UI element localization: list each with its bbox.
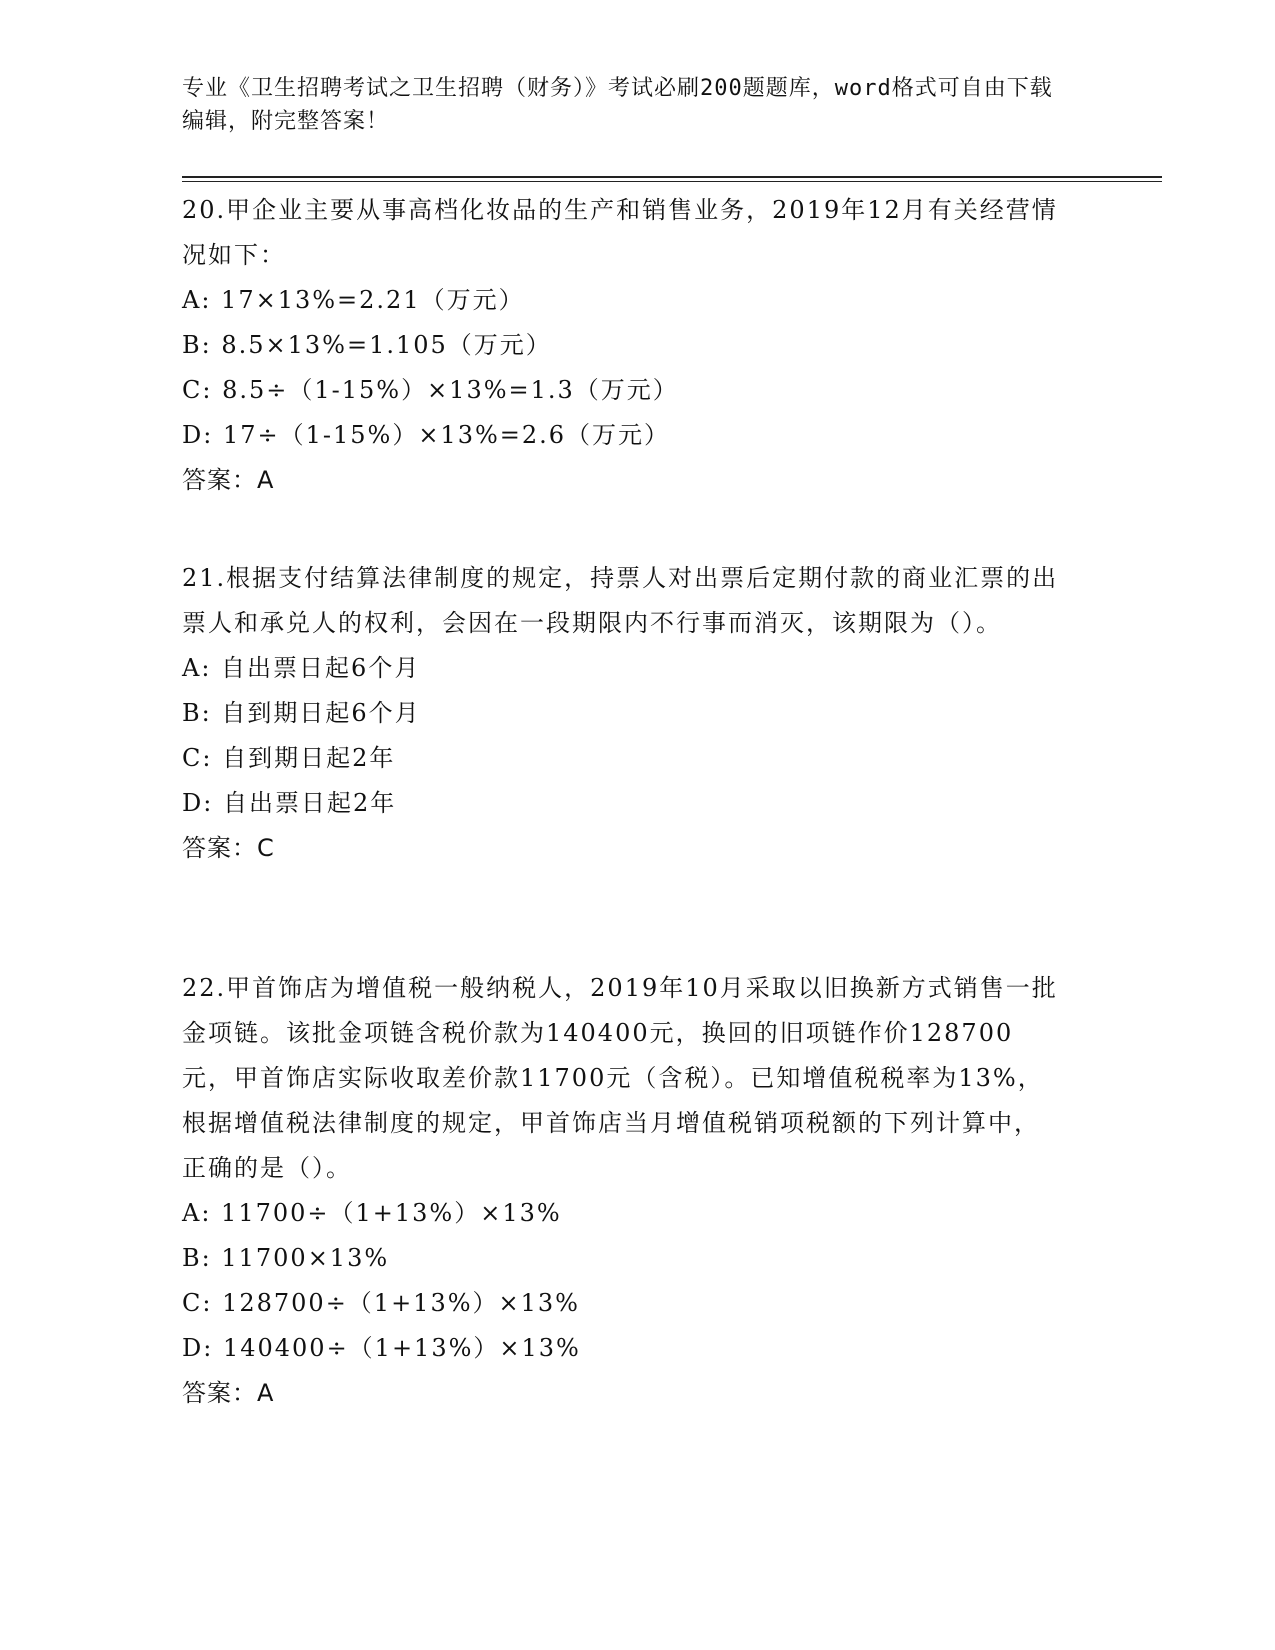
option-d: D: 140400÷（1+13%）×13% bbox=[182, 1334, 581, 1362]
option-a: A: 17×13%=2.21（万元） bbox=[182, 286, 525, 314]
option-c: C: 8.5÷（1-15%）×13%=1.3（万元） bbox=[182, 376, 679, 404]
option-c: C: 128700÷（1+13%）×13% bbox=[182, 1289, 580, 1317]
answer: 答案：A bbox=[182, 1379, 275, 1407]
option-a: A: 11700÷（1+13%）×13% bbox=[182, 1199, 562, 1227]
option-b: B: 8.5×13%=1.105（万元） bbox=[182, 331, 552, 359]
question-stem: 20.甲企业主要从事高档化妆品的生产和销售业务，2019年12月有关经营情况如下： bbox=[182, 196, 1058, 269]
question-20 bbox=[182, 188, 1062, 503]
option-d: D: 17÷（1-15%）×13%=2.6（万元） bbox=[182, 421, 671, 449]
question-stem: 21.根据支付结算法律制度的规定，持票人对出票后定期付款的商业汇票的出票人和承兑人的权利，会因在一段期限内不行事而消灭，该期限为（）。 bbox=[182, 564, 1059, 637]
answer: 答案：C bbox=[182, 834, 275, 862]
header-divider-thin bbox=[182, 181, 1162, 182]
document-header: 专业《卫生招聘考试之卫生招聘（财务）》考试必刷200题题库，word格式可自由下载编辑，附完整答案！ bbox=[182, 76, 1053, 134]
question-21 bbox=[182, 556, 1062, 871]
option-d: D: 自出票日起2年 bbox=[182, 789, 397, 817]
option-a: A: 自出票日起6个月 bbox=[182, 654, 421, 682]
option-b: B: 11700×13% bbox=[182, 1244, 390, 1272]
question-stem: 22.甲首饰店为增值税一般纳税人，2019年10月采取以旧换新方式销售一批金项链。该批金项链含税价款为140400元，换回的旧项链作价128700元，甲首饰店实际收取差价款11700元（含税）。已知增值税税率为13%，根据增值税法律制度的规定，甲首饰店当月增值税销项税额的下列计算中，正确的是（）。 bbox=[182, 974, 1058, 1182]
question-22 bbox=[182, 966, 1062, 1416]
answer: 答案：A bbox=[182, 466, 275, 494]
option-c: C: 自到期日起2年 bbox=[182, 744, 396, 772]
header-divider-thick bbox=[182, 176, 1162, 178]
option-b: B: 自到期日起6个月 bbox=[182, 699, 421, 727]
